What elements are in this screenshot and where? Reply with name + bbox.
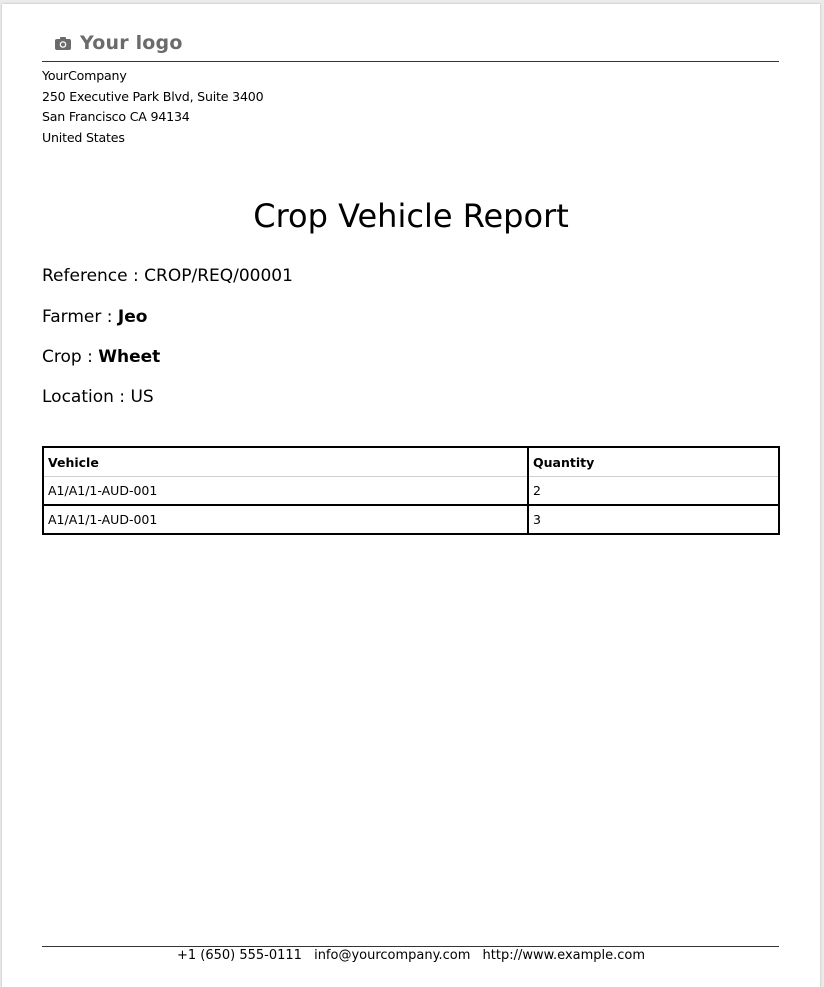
report-page (2, 4, 820, 987)
header-divider (42, 61, 779, 62)
farmer-value: Jeo (117, 307, 148, 327)
farmer-label: Farmer : (42, 307, 118, 327)
vehicle-cell: A1/A1/1-AUD-001 (43, 505, 528, 534)
logo-text: Your logo (80, 32, 183, 54)
table-header-row (43, 447, 779, 477)
farmer-field (42, 307, 147, 327)
reference-label: Reference : (42, 266, 145, 286)
column-header-vehicle: Vehicle (43, 447, 528, 477)
crop-label: Crop : (42, 347, 99, 367)
company-country: United States (42, 129, 125, 145)
camera-icon (54, 35, 72, 51)
location-label: Location : (42, 387, 131, 407)
crop-value: Wheet (98, 347, 161, 367)
crop-field (42, 347, 160, 367)
table-row (43, 477, 779, 506)
vehicle-cell: A1/A1/1-AUD-001 (43, 477, 528, 506)
location-field (42, 387, 154, 407)
company-street: 250 Executive Park Blvd, Suite 3400 (42, 88, 264, 104)
footer-contact (2, 948, 820, 963)
company-city: San Francisco CA 94134 (42, 109, 190, 124)
column-header-quantity: Quantity (528, 447, 779, 477)
quantity-cell: 2 (528, 477, 779, 506)
reference-field (42, 266, 293, 286)
vehicle-table (42, 446, 780, 535)
footer-email: info@yourcompany.com (314, 948, 471, 963)
reference-value: CROP/REQ/00001 (144, 266, 293, 286)
company-logo (54, 32, 183, 54)
company-name: YourCompany (42, 68, 127, 83)
table-row (43, 505, 779, 534)
company-address (42, 66, 263, 148)
location-value: US (130, 387, 154, 407)
footer-phone: +1 (650) 555-0111 (176, 948, 302, 963)
report-title: Crop Vehicle Report (253, 197, 569, 235)
footer-divider (42, 946, 779, 947)
quantity-cell: 3 (528, 505, 779, 534)
footer-website: http://www.example.com (482, 948, 646, 963)
